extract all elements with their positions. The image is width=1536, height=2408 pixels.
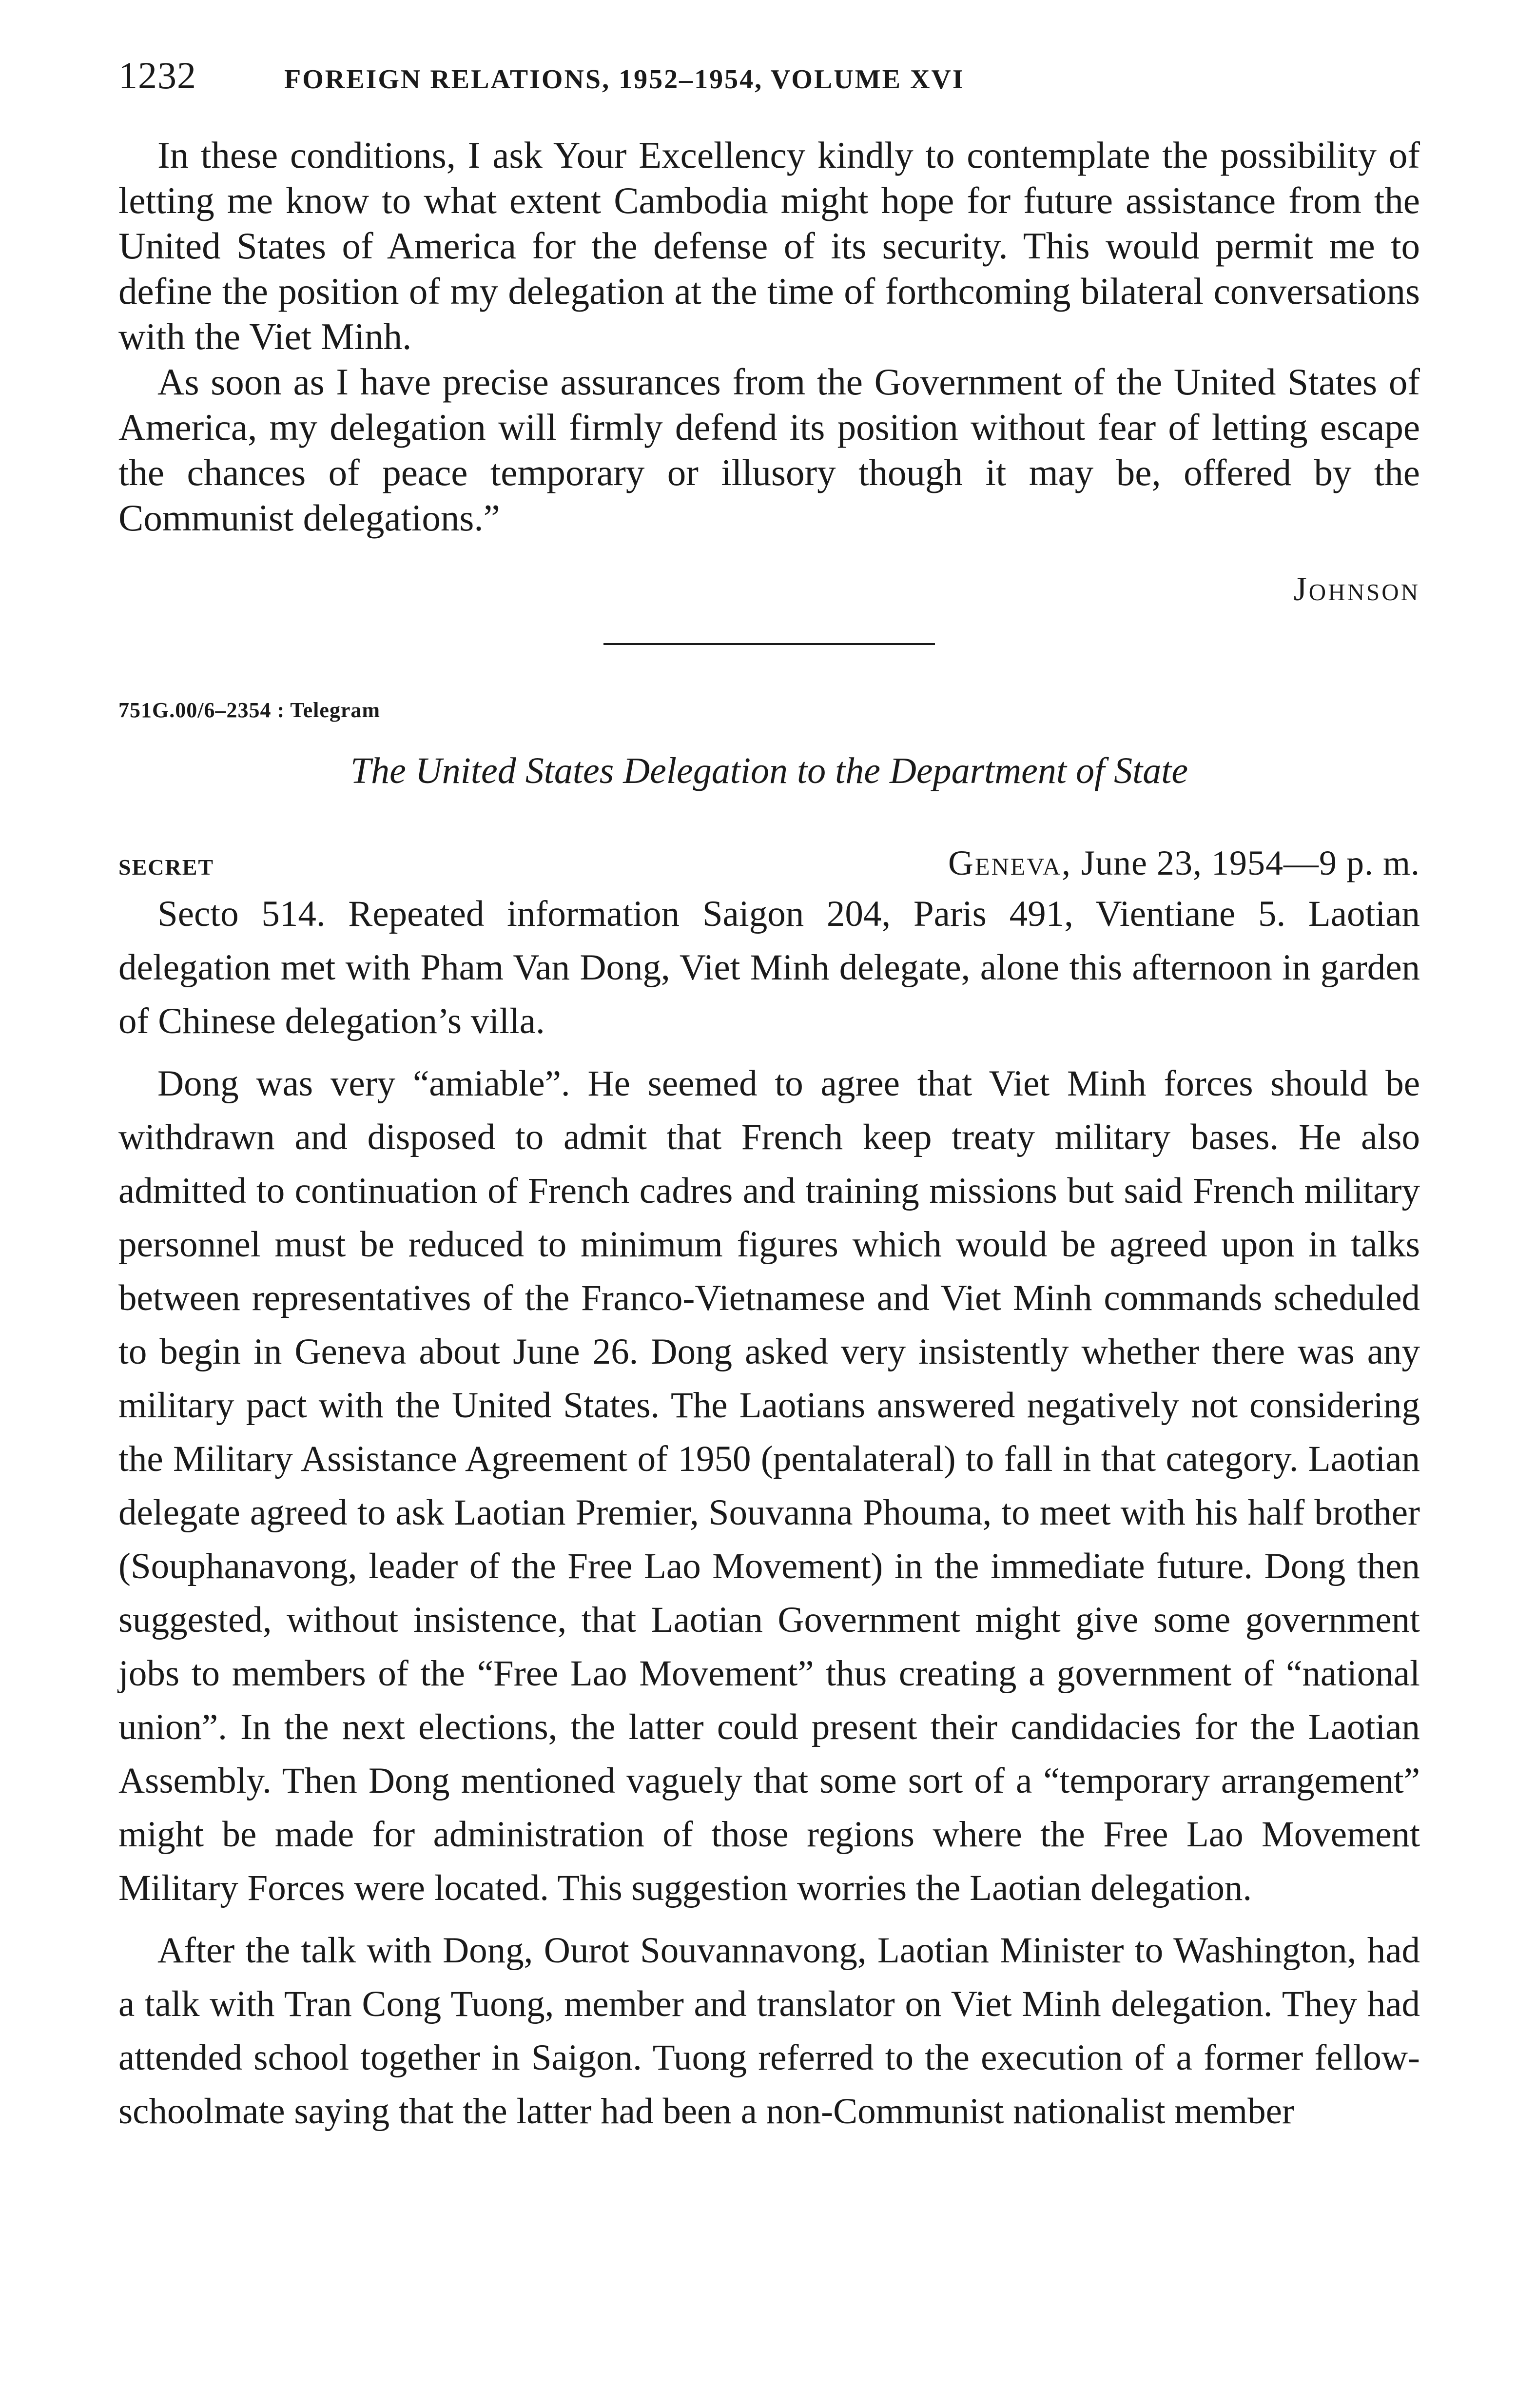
- signature: Johnson: [1293, 570, 1420, 608]
- continuation-paragraph-1: In these conditions, I ask Your Excellency kindly to contemplate the possibility of letting me know to what extent Cambodia might hope for future assistance from the United States of America for the defense of its security. This would permit me to define the position of my delegation at the time of forthcoming bilateral conversations with the Viet Minh.: [118, 134, 1420, 357]
- date: June 23, 1954—9 p. m.: [1081, 843, 1420, 882]
- body-paragraph-3: After the talk with Dong, Ourot Souvannavong, Laotian Minister to Washington, had a talk with Tran Cong Tuong, member and translator on Viet Minh delegation. They had attended school together in Saigon. Tuong referred to the execution of a former fellow-schoolmate saying that the latter had been a non-Communist nationalist member: [118, 1930, 1420, 2132]
- place-and-date: [948, 843, 1420, 883]
- page-number: 1232: [118, 54, 196, 97]
- section-divider: [603, 643, 935, 645]
- dateline: [118, 843, 1420, 883]
- document-reference: 751G.00/6–2354 : Telegram: [118, 698, 381, 722]
- document-page: [118, 54, 1420, 2138]
- running-head: [118, 54, 1420, 112]
- telegram-body: [118, 887, 1420, 2138]
- body-paragraph-2: Dong was very “amiable”. He seemed to agree that Viet Minh forces should be withdrawn and disposed to admit that French keep treaty military bases. He also admitted to continuation of French cadres and training missions but said French military personnel must be reduced to minimum figures which would be agreed upon in talks between representatives of the Franco-Vietnamese and Viet Minh commands scheduled to begin in Geneva about June 26. Dong asked very insistently whether there was any military pact with the United States. The Laotians answered negatively not considering the Military Assistance Agreement of 1950 (pentalateral) to fall in that category. Laotian delegate agreed to ask Laotian Premier, Souvanna Phouma, to meet with his half brother (Souphanavong, leader of the Free Lao Movement) in the immediate future. Dong then suggested, without insistence, that Laotian Government might give some government jobs to members of the “Free Lao Movement” thus creating a government of “national union”. In the next elections, the latter could present their candidacies for the Laotian Assembly. Then Dong mentioned vaguely that some sort of a “temporary arrangement” might be made for administration of those regions where the Free Lao Movement Military Forces were located. This suggestion worries the Laotian delegation.: [118, 1063, 1420, 1908]
- previous-document-continuation: [118, 133, 1420, 541]
- body-paragraph-1: Secto 514. Repeated information Saigon 204, Paris 491, Vientiane 5. Laotian delegation met with Pham Van Dong, Viet Minh delegate, alone this afternoon in garden of Chinese delegation’s villa.: [118, 894, 1420, 1041]
- document-title: The United States Delegation to the Department of State: [350, 750, 1188, 791]
- running-head-title: FOREIGN RELATIONS, 1952–1954, VOLUME XVI: [284, 64, 965, 95]
- place: Geneva,: [948, 843, 1072, 882]
- classification-label: SECRET: [118, 855, 214, 880]
- continuation-paragraph-2: As soon as I have precise assurances from the Government of the United States of America, my delegation will firmly defend its position without fear of letting escape the chances of peace temporary or illusory though it may be, offered by the Communist delegations.”: [118, 361, 1420, 539]
